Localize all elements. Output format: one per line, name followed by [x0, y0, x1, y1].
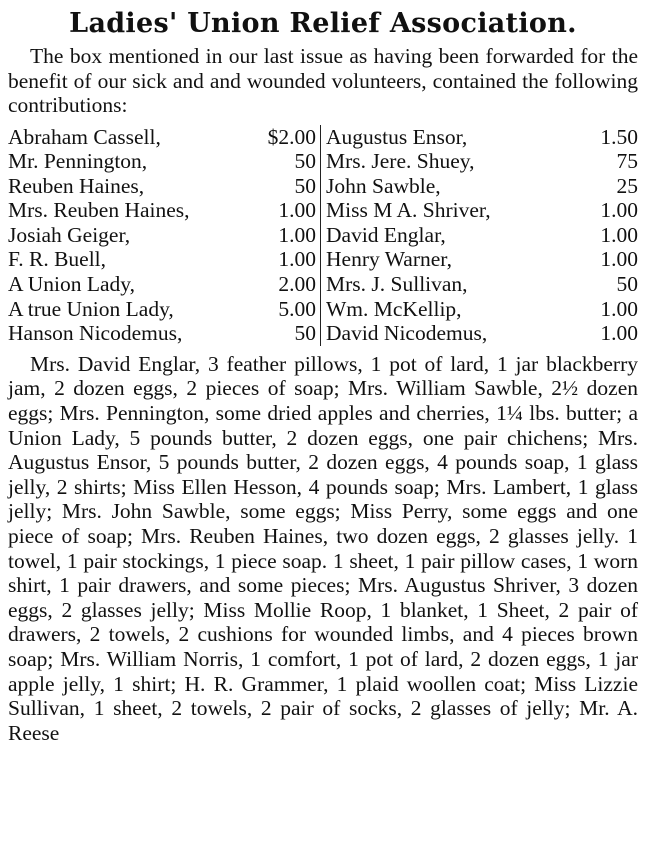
contribution-row — [326, 297, 638, 322]
contribution-row — [8, 125, 316, 150]
donation-amount: 2.00 — [278, 272, 316, 297]
donation-amount: 1.00 — [278, 198, 316, 223]
donation-amount: 1.00 — [600, 198, 638, 223]
contribution-row — [326, 247, 638, 272]
donation-amount: 1.00 — [278, 247, 316, 272]
donor-name: Reuben Haines, — [8, 173, 145, 198]
donation-amount: 1.00 — [278, 222, 316, 247]
donor-name: Hanson Nicodemus, — [8, 321, 183, 346]
donor-name: Abraham Cassell, — [8, 124, 161, 149]
donor-name: John Sawble, — [326, 173, 441, 198]
contribution-row — [8, 297, 316, 322]
contribution-row — [326, 198, 638, 223]
contribution-row — [8, 223, 316, 248]
contributions-left-column — [8, 125, 320, 346]
donation-amount: 50 — [294, 321, 316, 346]
donor-name: Mrs. J. Sullivan, — [326, 272, 468, 297]
donor-name: Josiah Geiger, — [8, 222, 131, 247]
contribution-row — [326, 223, 638, 248]
donations-paragraph: Mrs. David Englar, 3 feather pillows, 1 pot of lard, 1 jar blackberry jam, 2 dozen eggs, 2 pieces of soap; Mrs. William Sawble, 2½ dozen eggs; Mrs. Pennington, some dried apples and cherries, 1¼ lbs. butter; a Union Lady, 5 pounds butter, 2 dozen eggs, one pair chichens; Mrs. Augustus Ensor, 5 pounds butter, 2 dozen eggs, 4 pounds soap, 1 glass jelly, 2 shirts; Miss Ellen Hesson, 4 pounds soap; Mrs. Lambert, 1 glass jelly; Mrs. John Sawble, some eggs; Miss Perry, some eggs and one piece of soap; Mrs. Reuben Haines, two dozen eggs, 2 glasses jelly. 1 towel, 1 pair stockings, 1 piece soap. 1 sheet, 1 pair pillow cases, 1 worn shirt, 1 pair drawers, and some pieces; Mrs. Augustus Shriver, 3 dozen eggs, 2 glasses jelly; Miss Mollie Roop, 1 blanket, 1 Sheet, 2 pair of drawers, 2 towels, 2 cushions for wounded limbs, and 4 pieces brown soap; Mrs. William Norris, 1 comfort, 1 pot of lard, 2 dozen eggs, 1 jar apple jelly, 1 shirt; H. R. Grammer, 1 plaid woollen coat; Miss Lizzie Sullivan, 1 sheet, 2 towels, 2 pair of socks, 2 glasses of jelly; Mr. A. Reese — [8, 351, 638, 745]
contribution-row — [326, 174, 638, 199]
donation-amount: 50 — [294, 173, 316, 198]
donor-name: Miss M A. Shriver, — [326, 198, 491, 223]
donor-name: Augustus Ensor, — [326, 124, 468, 149]
donation-amount: 1.50 — [600, 124, 638, 149]
intro-paragraph: The box mentioned in our last issue as having been forwarded for the benefit of our sick and and wounded volunteers, contained the following contributions: — [8, 44, 638, 117]
donation-amount: 1.00 — [600, 321, 638, 346]
donation-amount: 50 — [294, 149, 316, 174]
donor-name: David Nicodemus, — [326, 321, 488, 346]
contribution-row — [8, 272, 316, 297]
donor-name: Mrs. Jere. Shuey, — [326, 149, 475, 174]
donation-amount: 1.00 — [600, 222, 638, 247]
contribution-row — [8, 149, 316, 174]
contribution-row — [326, 272, 638, 297]
donation-amount: 50 — [616, 272, 638, 297]
donor-name: David Englar, — [326, 222, 446, 247]
contribution-row — [326, 149, 638, 174]
donation-amount: 75 — [616, 149, 638, 174]
donor-name: Wm. McKellip, — [326, 296, 462, 321]
donation-amount: $2.00 — [267, 124, 316, 149]
donor-name: Mrs. Reuben Haines, — [8, 198, 190, 223]
contribution-row — [8, 198, 316, 223]
donation-amount: 1.00 — [600, 296, 638, 321]
donation-amount: 1.00 — [600, 247, 638, 272]
donor-name: A Union Lady, — [8, 272, 135, 297]
contribution-row — [8, 247, 316, 272]
donation-amount: 25 — [616, 173, 638, 198]
contributions-right-column — [320, 125, 638, 346]
donor-name: A true Union Lady, — [8, 296, 174, 321]
donation-amount: 5.00 — [278, 296, 316, 321]
contribution-row — [8, 174, 316, 199]
donor-name: Mr. Pennington, — [8, 149, 148, 174]
headline: Ladies' Union Relief Association. — [69, 8, 577, 39]
contribution-row — [326, 321, 638, 346]
donor-name: Henry Warner, — [326, 247, 452, 272]
donor-name: F. R. Buell, — [8, 247, 107, 272]
contributions-table — [8, 125, 638, 346]
contribution-row — [326, 125, 638, 150]
contribution-row — [8, 321, 316, 346]
